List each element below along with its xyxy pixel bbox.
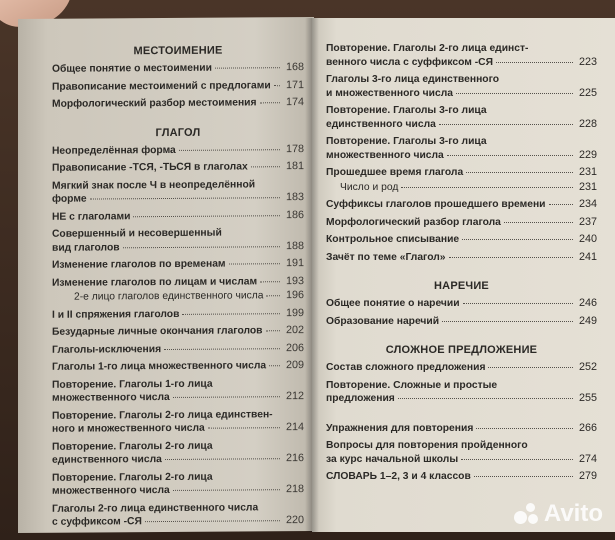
toc-entry — [326, 135, 597, 162]
page-number: 188 — [285, 239, 304, 252]
toc-entry — [52, 359, 304, 374]
dot-leader — [145, 520, 280, 522]
dot-leader — [466, 172, 573, 173]
page-number: 209 — [285, 359, 304, 372]
page-number: 274 — [578, 452, 597, 465]
page-number: 186 — [285, 208, 304, 221]
entry-last-line — [52, 307, 304, 322]
toc-entry — [326, 233, 597, 247]
toc-entry — [52, 160, 304, 175]
toc-entry — [52, 470, 304, 499]
avito-dots-icon — [514, 503, 540, 525]
entry-title-line: единственного числа — [52, 454, 162, 466]
entry-title-line: НЕ с глаголами — [52, 210, 131, 223]
page-number: 191 — [285, 257, 304, 270]
entry-title-line: СЛОВАРЬ 1–2, 3 и 4 классов — [326, 471, 471, 482]
entry-title-line: Общее понятие о наречии — [326, 298, 460, 309]
entry-last-line — [52, 257, 304, 272]
entry-last-line — [326, 56, 597, 70]
page-number: 241 — [578, 250, 597, 263]
toc-entry — [52, 257, 304, 272]
entry-last-line — [52, 390, 304, 405]
avito-watermark-text: Avito — [543, 500, 603, 527]
toc-entry — [326, 42, 597, 69]
left-page — [18, 17, 314, 533]
toc-entry — [52, 439, 304, 468]
entry-title-line: Состав сложного предложения — [326, 362, 486, 373]
entry-title-line: Морфологический разбор местоимения — [52, 97, 257, 110]
entry-last-line — [326, 315, 597, 329]
entry-title-line: множественного числа — [52, 391, 170, 404]
entry-title-line: с суффиксом -СЯ — [52, 516, 142, 528]
entry-title-line: форме — [52, 193, 87, 205]
entry-title-line: венного числа с суффиксом -СЯ — [326, 56, 494, 68]
entry-title-line: Изменение глаголов по временам — [52, 258, 226, 271]
dot-leader — [173, 489, 280, 491]
dot-leader — [133, 215, 280, 217]
entry-title-line: Глаголы 3-го лица единственного — [326, 74, 500, 85]
dot-leader — [504, 222, 573, 223]
entry-last-line — [340, 181, 597, 195]
toc-entry — [52, 501, 304, 530]
dot-leader — [266, 330, 280, 331]
page-number: 249 — [578, 314, 597, 327]
page-number: 168 — [285, 61, 304, 74]
page-number: 218 — [285, 483, 304, 496]
entry-title-line: Изменение глаголов по лицам и числам — [52, 275, 258, 289]
entry-last-line — [52, 96, 304, 111]
page-number: 193 — [285, 274, 304, 287]
page-number: 229 — [578, 148, 597, 161]
dot-leader — [488, 367, 573, 368]
entry-last-line — [52, 342, 304, 357]
entry-title-line: 2-е лицо глаголов единственного числа — [74, 290, 264, 303]
dot-leader — [496, 62, 573, 63]
toc-entry — [326, 379, 597, 406]
entry-title-line: Глаголы-исключения — [52, 343, 162, 356]
page-number: 206 — [285, 341, 304, 354]
toc-entry — [52, 342, 304, 357]
entry-last-line — [326, 216, 597, 230]
entry-title-line: Глаголы 2-го лица единственного числа — [52, 501, 259, 515]
toc-entry — [52, 226, 304, 255]
page-number: 246 — [578, 297, 597, 309]
toc-entry — [52, 96, 304, 111]
dot-leader — [165, 458, 280, 460]
dot-leader — [229, 263, 280, 264]
page-number: 181 — [285, 160, 304, 173]
entry-title-line: Повторение. Глаголы 2-го лица — [52, 440, 213, 453]
toc-section — [326, 42, 597, 264]
entry-last-line — [52, 483, 304, 498]
dot-leader — [461, 459, 573, 460]
dot-leader — [456, 93, 573, 94]
page-number: 196 — [285, 289, 304, 302]
right-page — [312, 18, 615, 532]
entry-title-line: Безударные личные окончания глаголов — [52, 325, 263, 338]
toc-section — [326, 344, 597, 406]
entry-title-line: Неопределённая форма — [52, 144, 176, 157]
entry-title-line: Суффиксы глаголов прошедшего времени — [326, 199, 546, 210]
entry-title-line: единственного числа — [326, 118, 436, 130]
avito-watermark — [514, 500, 603, 528]
entry-last-line — [52, 359, 304, 374]
entry-last-line — [52, 324, 304, 339]
entry-last-line — [326, 149, 597, 163]
entry-last-line — [326, 87, 597, 101]
toc-section — [326, 422, 597, 484]
entry-title-line: за курс начальной школы — [326, 453, 459, 465]
fingernail — [7, 0, 60, 1]
entry-last-line — [326, 453, 597, 467]
entry-title-line: Вопросы для повторения пройденного — [326, 440, 528, 451]
dot-leader — [208, 427, 280, 429]
dot-leader — [182, 313, 280, 315]
dot-leader — [215, 67, 280, 68]
entry-title-line: Образование наречий — [326, 315, 440, 327]
page-number: 220 — [285, 514, 304, 527]
toc-entry — [326, 361, 597, 375]
entry-last-line — [52, 61, 304, 76]
entry-title-line: Контрольное списывание — [326, 234, 460, 245]
entry-title-line: множественного числа — [52, 484, 170, 497]
page-number: 216 — [285, 452, 304, 465]
entry-title-line: Упражнения для повторения — [326, 422, 474, 434]
page-number: 234 — [578, 198, 597, 210]
dot-leader — [447, 155, 573, 156]
dot-leader — [260, 102, 280, 103]
page-number: 225 — [578, 86, 597, 99]
entry-last-line — [326, 233, 597, 247]
entry-last-line — [52, 143, 304, 158]
entry-title-line: и множественного числа — [326, 87, 453, 99]
page-number: 212 — [285, 390, 304, 403]
toc-entry — [326, 470, 597, 484]
page-number: 252 — [578, 361, 597, 373]
dot-leader — [123, 246, 280, 248]
page-number: 199 — [285, 306, 304, 319]
toc-entry — [326, 166, 597, 180]
entry-title-line: Повторение. Глаголы 1-го лица — [52, 378, 213, 391]
entry-title-line: Правописание -ТСЯ, -ТЬСЯ в глаголах — [52, 161, 248, 174]
section-heading: НАРЕЧИЕ — [434, 280, 489, 292]
page-number: 266 — [578, 421, 597, 434]
dot-leader — [449, 257, 573, 258]
entry-last-line — [326, 297, 597, 311]
toc-entry — [326, 251, 597, 265]
toc-entry — [326, 181, 597, 195]
entry-title-line: Общее понятие о местоимении — [52, 62, 212, 75]
entry-title-line: Повторение. Глаголы 2-го лица — [52, 471, 213, 484]
toc-entry — [326, 73, 597, 100]
entry-last-line — [52, 452, 304, 467]
entry-title-line: Число и род — [340, 181, 399, 193]
dot-leader — [274, 85, 280, 86]
toc-entry — [326, 422, 597, 436]
dot-leader — [260, 281, 280, 282]
entry-last-line — [52, 240, 304, 255]
entry-last-line — [326, 361, 597, 375]
toc-entry — [326, 315, 597, 329]
page-number: 240 — [578, 233, 597, 245]
toc-entry — [52, 275, 304, 290]
entry-title-line: вид глаголов — [52, 241, 120, 254]
entry-title-line: Морфологический разбор глагола — [326, 216, 501, 228]
dot-leader — [90, 197, 280, 199]
toc-entry — [326, 439, 597, 466]
dot-leader — [462, 239, 573, 240]
entry-title-line: Зачёт по теме «Глагол» — [326, 251, 446, 263]
page-number: 279 — [578, 470, 597, 482]
toc-entry — [326, 216, 597, 230]
toc-entry — [52, 79, 304, 94]
entry-title-line: Повторение. Глаголы 3-го лица — [326, 136, 487, 147]
entry-last-line — [326, 198, 597, 212]
entry-title-line: Совершенный и несовершенный — [52, 227, 222, 240]
page-number: 228 — [578, 117, 597, 130]
page-number: 223 — [578, 55, 597, 68]
toc-entry — [52, 61, 304, 76]
entry-title-line: Глаголы 1-го лица множественного числа — [52, 360, 267, 373]
entry-last-line — [326, 118, 597, 132]
entry-last-line — [326, 392, 597, 406]
entry-last-line — [52, 514, 304, 529]
entry-last-line — [52, 275, 304, 290]
entry-title-line: Правописание местоимений с предлогами — [52, 79, 271, 93]
toc-entry — [52, 307, 304, 322]
entry-last-line — [52, 421, 304, 436]
dot-leader — [439, 124, 573, 125]
toc-section — [52, 44, 304, 111]
entry-last-line — [52, 160, 304, 175]
page-number: 255 — [578, 392, 597, 404]
entry-title-line: Повторение. Глаголы 2-го лица единст- — [326, 43, 529, 54]
toc-entry — [52, 408, 304, 437]
toc-entry — [52, 377, 304, 406]
entry-last-line — [52, 79, 304, 94]
toc-entry — [52, 178, 304, 207]
entry-last-line — [52, 191, 304, 206]
entry-last-line — [326, 422, 597, 436]
book-gutter — [305, 18, 319, 532]
dot-leader — [164, 348, 280, 350]
dot-leader — [474, 476, 573, 477]
dot-leader — [398, 398, 573, 399]
entry-title-line: Мягкий знак после Ч в неопределённой — [52, 178, 256, 192]
toc-section — [326, 280, 597, 328]
dot-leader — [179, 149, 280, 151]
dot-leader — [269, 365, 280, 366]
section-heading: МЕСТОИМЕНИЕ — [133, 44, 223, 58]
page-number: 178 — [285, 142, 304, 155]
entry-title-line: предложения — [326, 393, 395, 404]
page-number: 202 — [285, 324, 304, 337]
toc-entry — [326, 104, 597, 131]
dot-leader — [549, 204, 573, 205]
entry-title-line: множественного числа — [326, 149, 444, 161]
section-heading: ГЛАГОЛ — [155, 126, 201, 139]
page-number: 214 — [285, 421, 304, 434]
section-heading: СЛОЖНОЕ ПРЕДЛОЖЕНИЕ — [385, 344, 538, 356]
page-number: 231 — [578, 180, 597, 193]
entry-last-line — [326, 251, 597, 265]
page-number: 231 — [578, 166, 597, 178]
page-number: 171 — [285, 78, 304, 91]
toc-entry — [52, 289, 304, 304]
entry-title-line: Повторение. Сложные и простые — [326, 379, 498, 391]
entry-last-line — [326, 166, 597, 180]
entry-title-line: ного и множественного числа — [52, 422, 205, 435]
page-number: 237 — [578, 215, 597, 228]
toc-entry — [326, 297, 597, 311]
dot-leader — [173, 396, 280, 398]
entry-title-line: I и II спряжения глаголов — [52, 308, 180, 321]
toc-entry — [326, 198, 597, 212]
page-number: 174 — [285, 96, 304, 109]
entry-title-line: Повторение. Глаголы 3-го лица — [326, 105, 487, 116]
entry-last-line — [52, 209, 304, 224]
toc-entry — [52, 209, 304, 224]
dot-leader — [266, 295, 280, 296]
toc-entry — [52, 324, 304, 339]
toc-section — [52, 126, 304, 530]
dot-leader — [476, 428, 573, 429]
toc-entry — [52, 143, 304, 158]
page-number: 183 — [285, 191, 304, 204]
entry-last-line — [326, 470, 597, 484]
dot-leader — [251, 166, 280, 167]
dot-leader — [442, 321, 573, 322]
entry-title-line: Повторение. Глаголы 2-го лица единствен- — [52, 408, 273, 422]
dot-leader — [463, 303, 573, 304]
dot-leader — [401, 187, 573, 188]
entry-title-line: Прошедшее время глагола — [326, 167, 464, 178]
entry-last-line — [74, 289, 304, 304]
